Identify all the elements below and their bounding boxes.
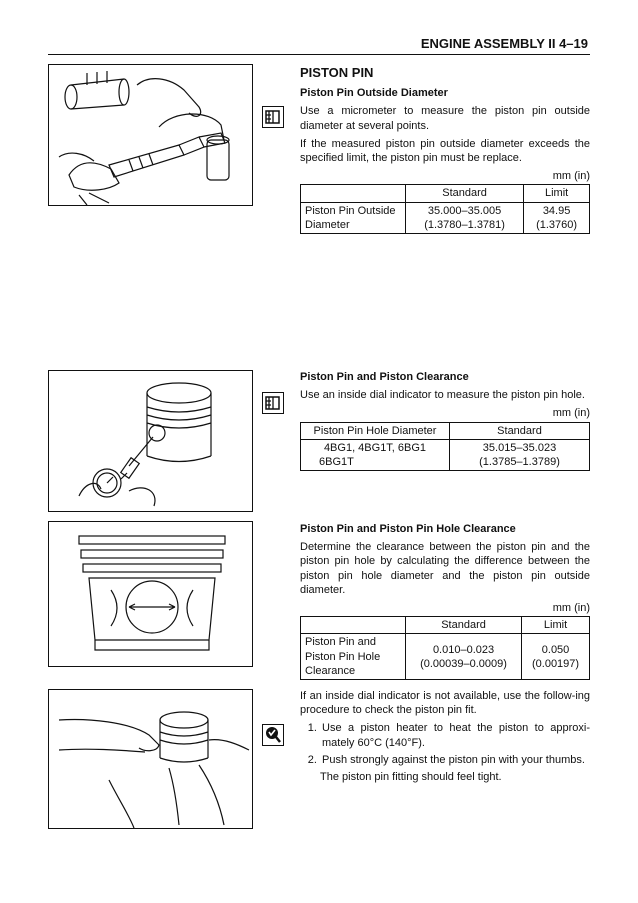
figure-piston-section bbox=[48, 521, 253, 667]
inspect-icon bbox=[262, 724, 284, 746]
subsection-title: Piston Pin Outside Diameter bbox=[300, 87, 448, 100]
value-mm: 35.000–35.005 bbox=[427, 204, 502, 217]
spec-table bbox=[300, 616, 590, 680]
dial-indicator-illustration bbox=[49, 371, 252, 511]
value-in: (0.00197) bbox=[531, 657, 580, 670]
engine-models: 4BG1, 4BG1T, 6BG1 bbox=[323, 441, 427, 454]
table-header: Limit bbox=[524, 185, 590, 202]
figure-pin-push bbox=[48, 689, 253, 829]
subsection-title: Piston Pin and Piston Pin Hole Clearance bbox=[300, 523, 516, 535]
paragraph: Determine the clearance between the piston pin and the piston pin hole by calculating the difference between the piston pin hole diameter and the piston pin outside diameter. bbox=[300, 541, 590, 596]
unit-label: mm (in) bbox=[552, 602, 590, 615]
spec-table bbox=[300, 422, 590, 472]
unit-label: mm (in) bbox=[552, 407, 590, 420]
paragraph: Use a micrometer to measure the piston pin outside diameter at several points. bbox=[300, 105, 590, 132]
header-title: ENGINE ASSEMBLY II 4–19 bbox=[420, 36, 588, 51]
table-header-empty bbox=[301, 185, 406, 202]
value-in: (1.3760) bbox=[536, 218, 578, 231]
paragraph: If an inside dial indicator is not available, use the follow-ing procedure to check the piston pin fit. bbox=[300, 690, 590, 717]
table-cell bbox=[406, 202, 524, 233]
spec-table bbox=[300, 184, 590, 234]
value-mm: 35.015–35.023 bbox=[482, 441, 557, 454]
table-header: Piston Pin Hole Diameter bbox=[301, 422, 450, 439]
section-piston-pin bbox=[300, 66, 590, 234]
table-row-label: Piston Pin Outside Diameter bbox=[301, 202, 406, 233]
table-header: Standard bbox=[406, 617, 522, 634]
table-row-label: Piston Pin and Piston Pin Hole Clearance bbox=[301, 634, 406, 680]
section-alternative-check bbox=[300, 689, 590, 784]
table-cell bbox=[406, 634, 522, 680]
pin-push-illustration bbox=[49, 690, 252, 828]
value-in: (0.00039–0.0009) bbox=[420, 657, 507, 670]
value-mm: 34.95 bbox=[542, 204, 571, 217]
micrometer-illustration bbox=[49, 65, 252, 205]
table-header: Standard bbox=[450, 422, 590, 439]
figure-dial-indicator bbox=[48, 370, 253, 512]
table-cell bbox=[450, 439, 590, 470]
table-row-label bbox=[301, 439, 450, 470]
table-header: Limit bbox=[522, 617, 590, 634]
value-mm: 0.010–0.023 bbox=[432, 643, 495, 656]
table-header-empty bbox=[301, 617, 406, 634]
unit-label: mm (in) bbox=[552, 170, 590, 183]
value-in: (1.3780–1.3781) bbox=[424, 218, 505, 231]
procedure-step: 2. Push strongly against the piston pin with your thumbs. bbox=[320, 753, 590, 767]
figure-micrometer bbox=[48, 64, 253, 206]
subsection-title: Piston Pin and Piston Clearance bbox=[300, 371, 469, 383]
value-mm: 0.050 bbox=[541, 643, 570, 656]
section-pin-piston-clearance bbox=[300, 370, 590, 471]
section-pin-hole-clearance bbox=[300, 522, 590, 680]
section-title: PISTON PIN bbox=[300, 65, 374, 80]
procedure-step: 1. Use a piston heater to heat the piston to approxi-mately 60°C (140°F). bbox=[320, 721, 590, 749]
paragraph: If the measured piston pin outside diameter exceeds the specified limit, the piston pin must be replace. bbox=[300, 137, 590, 165]
engine-models: 6BG1T bbox=[319, 456, 354, 469]
page-header bbox=[48, 32, 590, 55]
procedure-list bbox=[300, 721, 590, 767]
table-header: Standard bbox=[406, 185, 524, 202]
value-in: (1.3785–1.3789) bbox=[479, 456, 560, 469]
table-cell bbox=[522, 634, 590, 680]
note-text: The piston pin fitting should feel tight. bbox=[320, 771, 502, 784]
piston-section-illustration bbox=[49, 522, 252, 666]
measure-icon bbox=[262, 106, 284, 128]
measure-icon bbox=[262, 392, 284, 414]
table-cell bbox=[524, 202, 590, 233]
paragraph: Use an inside dial indicator to measure the piston pin hole. bbox=[300, 389, 585, 402]
